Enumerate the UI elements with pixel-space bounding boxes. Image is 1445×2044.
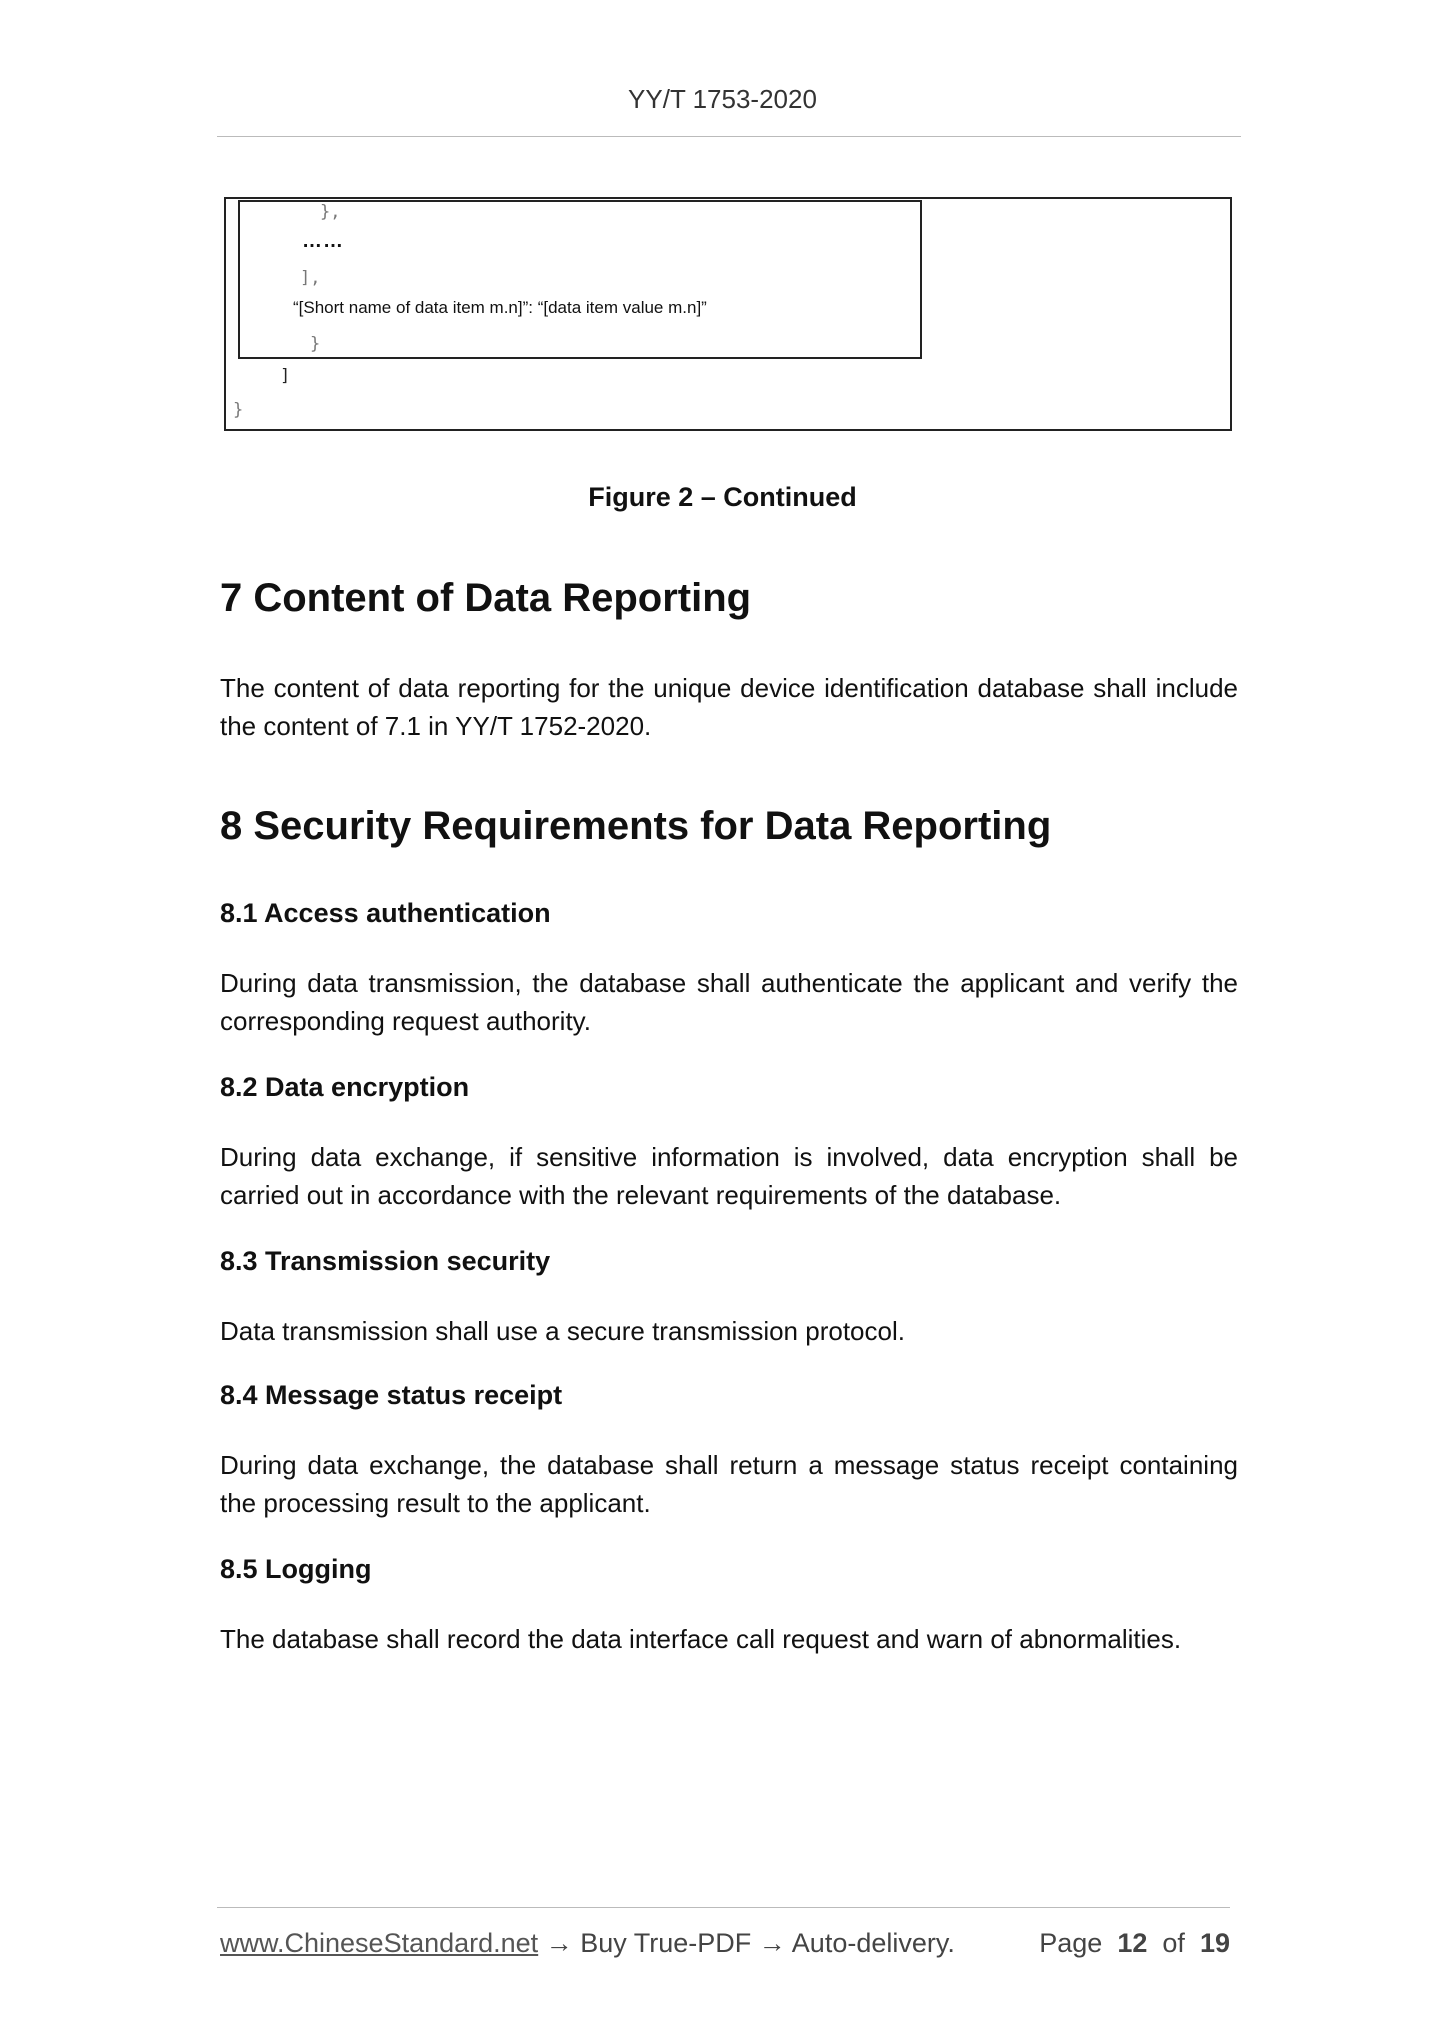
footer-buy-text: Buy True-PDF: [580, 1928, 752, 1958]
code-line: }: [310, 334, 321, 354]
code-line-ellipsis: ……: [302, 230, 344, 252]
section-8-1-body: During data transmission, the database shall authenticate the applicant and verify the corresponding request authority.: [220, 968, 1238, 1036]
section-8-4-body: During data exchange, the database shall return a message status receipt containing the processing result to the applicant.: [220, 1450, 1238, 1518]
section-8-5-title: 8.5 Logging: [220, 1554, 372, 1584]
page-number: [1039, 1928, 1230, 1959]
total-pages: 19: [1199, 1928, 1230, 1958]
section-8-4-title: 8.4 Message status receipt: [220, 1380, 563, 1410]
current-page: 12: [1117, 1928, 1148, 1958]
code-figure-inner-box: [238, 200, 922, 359]
section-7-title: 7 Content of Data Reporting: [220, 576, 752, 620]
section-7-body: The content of data reporting for the unique device identification database shall include the content of 7.1 in YY/T 1752-2020.: [220, 673, 1238, 741]
section-8-2-body: During data exchange, if sensitive information is involved, data encryption shall be carried out in accordance with the relevant requirements of the database.: [220, 1142, 1238, 1210]
code-line: },: [320, 202, 341, 222]
section-8-3-title: 8.3 Transmission security: [220, 1246, 551, 1276]
page-footer: [220, 1928, 1230, 1959]
website-link[interactable]: www.ChineseStandard.net: [220, 1928, 539, 1958]
header-divider: [217, 136, 1241, 137]
page-header: YY/T 1753-2020: [628, 84, 817, 114]
footer-divider: [217, 1907, 1230, 1908]
arrow-right-icon: →: [545, 1928, 573, 1958]
code-line: ],: [300, 268, 321, 288]
footer-delivery-text: Auto-delivery.: [791, 1928, 955, 1958]
page-label: Page: [1039, 1928, 1103, 1958]
section-8-3-body: Data transmission shall use a secure transmission protocol.: [220, 1316, 905, 1346]
of-label: of: [1162, 1928, 1185, 1958]
section-8-1-title: 8.1 Access authentication: [220, 898, 551, 928]
figure-caption: Figure 2 – Continued: [588, 482, 857, 512]
code-line-data-item: “[Short name of data item m.n]”: “[data item value m.n]”: [293, 298, 707, 317]
code-line: ]: [280, 366, 291, 386]
section-8-2-title: 8.2 Data encryption: [220, 1072, 470, 1102]
section-8-title: 8 Security Requirements for Data Reporting: [220, 804, 1052, 848]
section-8-5-body: The database shall record the data interface call request and warn of abnormalities.: [220, 1624, 1182, 1654]
arrow-right-icon: →: [758, 1928, 786, 1958]
code-line: }: [233, 400, 244, 420]
